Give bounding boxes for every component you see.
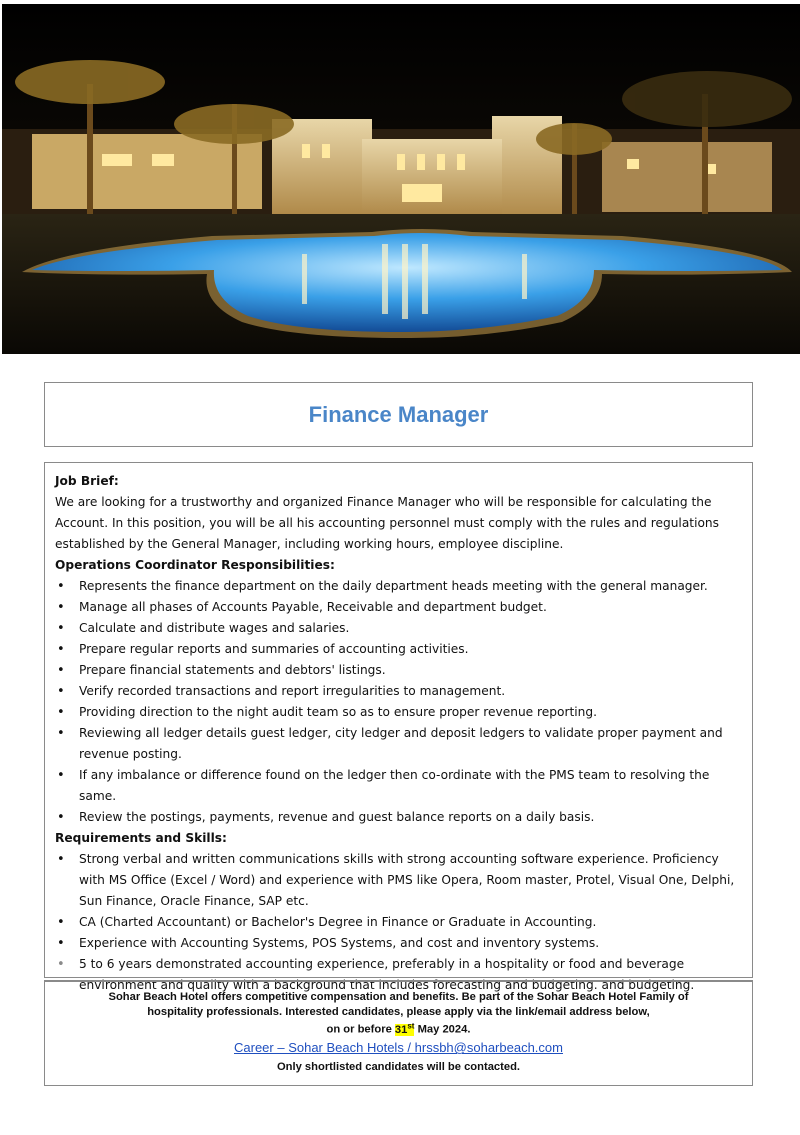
job-brief-line-2: Account. In this position, you will be all his accounting personnel must comply with the rules and regulations <box>55 516 719 530</box>
page-title: Finance Manager <box>308 401 489 427</box>
hero-photo <box>2 4 800 354</box>
list-item: • Strong verbal and written communications skills with strong accounting software experience. Proficiency with MS Office (Excel / Word) and experience with PMS like Opera, Room master, Protel, Visual One, Delphi, Sun Finance, Oracle Finance, SAP etc. <box>55 849 742 912</box>
list-item: • 5 to 6 years demonstrated accounting experience, preferably in a hospitality or food and beverage environment and quality with a background that includes forecasting and budgeting. and budgeting. <box>55 954 742 996</box>
requirements-heading: Requirements and Skills: <box>55 831 227 845</box>
list-item: • Prepare financial statements and debtors' listings. <box>55 660 742 681</box>
list-item: • Calculate and distribute wages and salaries. <box>55 618 742 639</box>
hotel-pool-night-photo <box>2 4 800 354</box>
job-description <box>44 462 753 992</box>
responsibilities-list <box>55 576 742 828</box>
career-link[interactable]: Career – Sohar Beach Hotels / hrssbh@soharbeach.com <box>234 1040 563 1056</box>
list-item: • If any imbalance or difference found on the ledger then co-ordinate with the PMS team to resolving the same. <box>55 765 742 807</box>
footer-line-1: Sohar Beach Hotel offers competitive compensation and benefits. Be part of the Sohar Beach Hotel Family of <box>108 991 689 1003</box>
job-brief-heading: Job Brief: <box>55 474 119 488</box>
deadline-suffix: st <box>407 1021 415 1030</box>
application-footer <box>44 980 753 1086</box>
deadline-prefix: on or before <box>326 1023 395 1036</box>
list-item: • Review the postings, payments, revenue and guest balance reports on a daily basis. <box>55 807 742 828</box>
job-brief-line-3: established by the General Manager, including working hours, employee discipline. <box>55 537 564 551</box>
list-item: • Represents the finance department on the daily department heads meeting with the general manager. <box>55 576 742 597</box>
job-brief-line-1: We are looking for a trustworthy and organized Finance Manager who will be responsible for calculating the <box>55 495 712 509</box>
list-item: • Prepare regular reports and summaries of accounting activities. <box>55 639 742 660</box>
shortlist-note: Only shortlisted candidates will be contacted. <box>276 1060 521 1073</box>
list-item: • CA (Charted Accountant) or Bachelor's Degree in Finance or Graduate in Accounting. <box>55 912 742 933</box>
list-item: • Reviewing all ledger details guest ledger, city ledger and deposit ledgers to validate proper payment and revenue posting. <box>55 723 742 765</box>
list-item: • Experience with Accounting Systems, POS Systems, and cost and inventory systems. <box>55 933 742 954</box>
deadline-line <box>45 1019 752 1037</box>
list-item: • Manage all phases of Accounts Payable, Receivable and department budget. <box>55 597 742 618</box>
deadline-rest: May 2024. <box>414 1023 471 1036</box>
deadline-highlight <box>394 1021 415 1036</box>
title-box <box>44 382 753 447</box>
requirements-list <box>55 849 742 996</box>
footer-line-2: hospitality professionals. Interested candidates, please apply via the link/email address below, <box>147 1005 650 1018</box>
list-item: • Providing direction to the night audit team so as to ensure proper revenue reporting. <box>55 702 742 723</box>
deadline-day: 31 <box>394 1023 408 1036</box>
list-item: • Verify recorded transactions and report irregularities to management. <box>55 681 742 702</box>
responsibilities-heading: Operations Coordinator Responsibilities: <box>55 558 335 572</box>
